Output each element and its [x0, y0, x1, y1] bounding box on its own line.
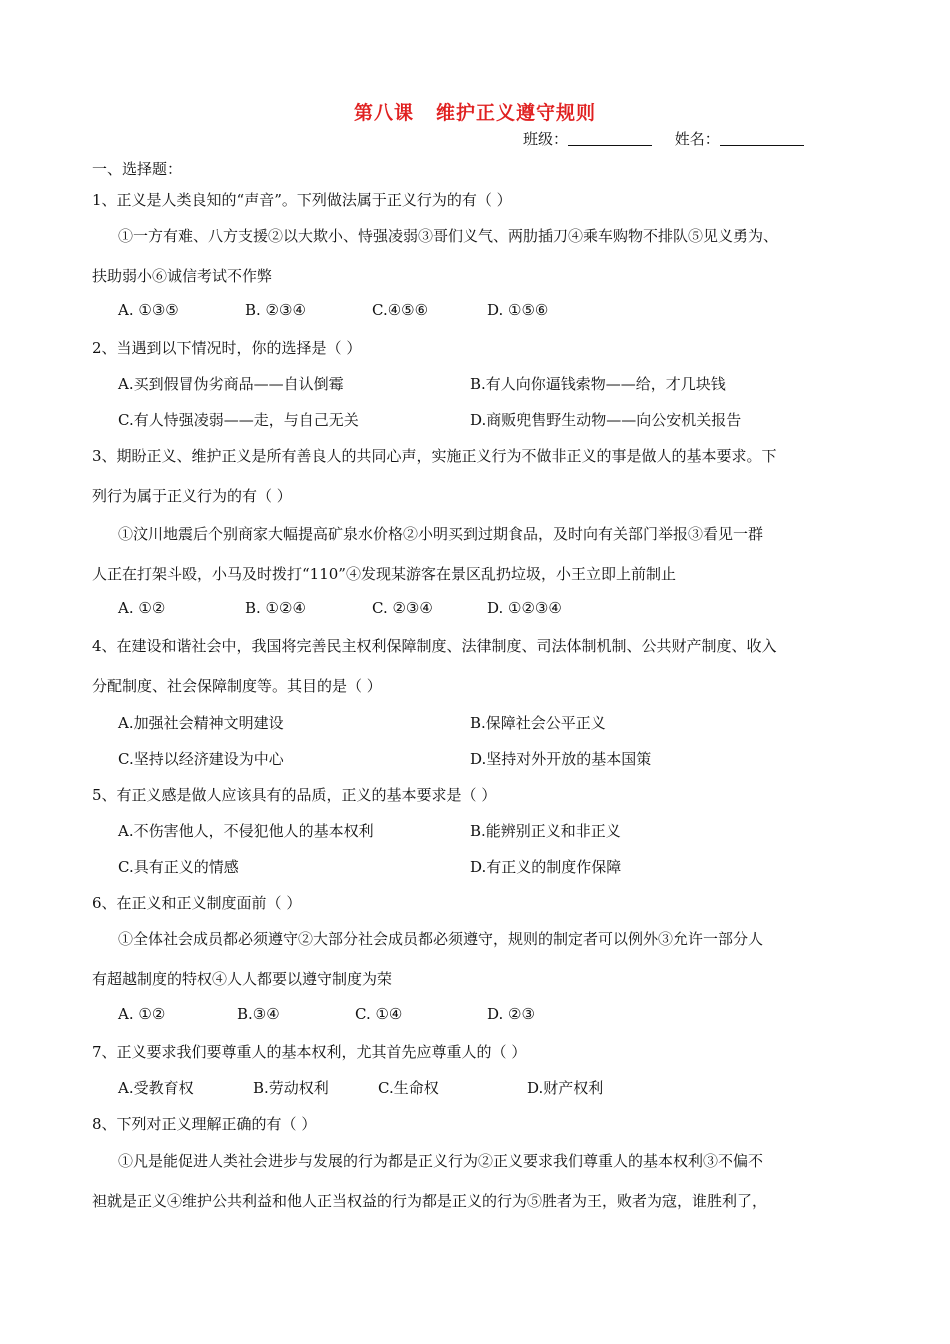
question-7-option-a[interactable]: A.受教育权 — [118, 1079, 194, 1097]
question-5-option-b[interactable]: B.能辨别正义和非正义 — [470, 822, 621, 840]
question-4-stem-line2: 分配制度、社会保障制度等。其目的是（ ） — [92, 677, 382, 695]
question-1-desc-line1: ①一方有难、八方支援②以大欺小、恃强凌弱③哥们义气、两肋插刀④乘车购物不排队⑤见义勇为、 — [118, 227, 779, 245]
question-3-desc-line1: ①汶川地震后个别商家大幅提高矿泉水价格②小明买到过期食品，及时向有关部门举报③看见一群 — [118, 525, 764, 543]
question-6-option-a[interactable]: A. ①② — [118, 1005, 166, 1023]
question-2-option-c[interactable]: C.有人恃强凌弱——走，与自己无关 — [118, 411, 359, 429]
question-1-option-a[interactable]: A. ①③⑤ — [118, 301, 179, 319]
question-7-option-c[interactable]: C.生命权 — [378, 1079, 439, 1097]
question-2-option-d[interactable]: D.商贩兜售野生动物——向公安机关报告 — [470, 411, 742, 429]
question-6-desc-line2: 有超越制度的特权④人人都要以遵守制度为荣 — [92, 970, 393, 988]
question-3-desc-line2: 人正在打架斗殴，小马及时拨打“110”④发现某游客在景区乱扔垃圾，小王立即上前制止 — [92, 565, 676, 583]
name-blank[interactable] — [720, 131, 804, 146]
question-6-desc-line1: ①全体社会成员都必须遵守②大部分社会成员都必须遵守，规则的制定者可以例外③允许一部分人 — [118, 930, 764, 948]
question-6-option-b[interactable]: B.③④ — [237, 1005, 280, 1023]
question-3-option-b[interactable]: B. ①②④ — [245, 599, 306, 617]
question-2-option-b[interactable]: B.有人向你逼钱索物——给，才几块钱 — [470, 375, 726, 393]
question-6-stem: 6、在正义和正义制度面前（ ） — [92, 894, 302, 912]
lesson-title: 维护正义遵守规则 — [436, 102, 597, 124]
question-1-option-d[interactable]: D. ①⑤⑥ — [487, 301, 549, 319]
question-4-option-a[interactable]: A.加强社会精神文明建设 — [118, 714, 284, 732]
question-4-option-b[interactable]: B.保障社会公平正义 — [470, 714, 606, 732]
question-1-stem: 1、正义是人类良知的“声音”。下列做法属于正义行为的有（ ） — [92, 191, 512, 209]
question-4-option-c[interactable]: C.坚持以经济建设为中心 — [118, 750, 284, 768]
question-2-option-a[interactable]: A.买到假冒伪劣商品——自认倒霉 — [118, 375, 344, 393]
question-5-option-d[interactable]: D.有正义的制度作保障 — [470, 858, 622, 876]
question-5-option-c[interactable]: C.具有正义的情感 — [118, 858, 239, 876]
question-8-desc-line1: ①凡是能促进人类社会进步与发展的行为都是正义行为②正义要求我们尊重人的基本权利③不偏不 — [118, 1152, 764, 1170]
question-6-option-d[interactable]: D. ②③ — [487, 1005, 535, 1023]
name-label: 姓名： — [674, 130, 720, 148]
question-1-desc-line2: 扶助弱小⑥诚信考试不作弊 — [92, 267, 273, 285]
question-1-option-b[interactable]: B. ②③④ — [245, 301, 306, 319]
page-title — [0, 98, 950, 125]
class-blank[interactable] — [568, 131, 652, 146]
question-5-option-a[interactable]: A.不伤害他人，不侵犯他人的基本权利 — [118, 822, 374, 840]
question-2-stem: 2、当遇到以下情况时，你的选择是（ ） — [92, 339, 362, 357]
question-3-stem-line2: 列行为属于正义行为的有（ ） — [92, 487, 292, 505]
question-3-option-a[interactable]: A. ①② — [118, 599, 166, 617]
question-1-option-c[interactable]: C.④⑤⑥ — [372, 301, 429, 319]
question-8-stem: 8、下列对正义理解正确的有（ ） — [92, 1115, 317, 1133]
question-7-stem: 7、正义要求我们要尊重人的基本权利，尤其首先应尊重人的（ ） — [92, 1043, 527, 1061]
question-3-option-c[interactable]: C. ②③④ — [372, 599, 433, 617]
class-label: 班级： — [523, 130, 569, 148]
question-6-option-c[interactable]: C. ①④ — [355, 1005, 403, 1023]
section-heading: 一、选择题： — [92, 160, 183, 178]
question-3-stem-line1: 3、期盼正义、维护正义是所有善良人的共同心声，实施正义行为不做非正义的事是做人的基本要求。下 — [92, 447, 777, 465]
question-7-option-d[interactable]: D.财产权利 — [527, 1079, 604, 1097]
student-info — [523, 128, 822, 149]
question-4-option-d[interactable]: D.坚持对外开放的基本国策 — [470, 750, 652, 768]
question-3-option-d[interactable]: D. ①②③④ — [487, 599, 562, 617]
question-5-stem: 5、有正义感是做人应该具有的品质，正义的基本要求是（ ） — [92, 786, 497, 804]
question-4-stem-line1: 4、在建设和谐社会中，我国将完善民主权利保障制度、法律制度、司法体制机制、公共财产制度、收入 — [92, 637, 777, 655]
question-8-desc-line2: 袒就是正义④维护公共利益和他人正当权益的行为都是正义的行为⑤胜者为王，败者为寇，谁胜利了， — [92, 1192, 768, 1210]
lesson-number: 第八课 — [353, 102, 414, 124]
question-7-option-b[interactable]: B.劳动权利 — [253, 1079, 329, 1097]
